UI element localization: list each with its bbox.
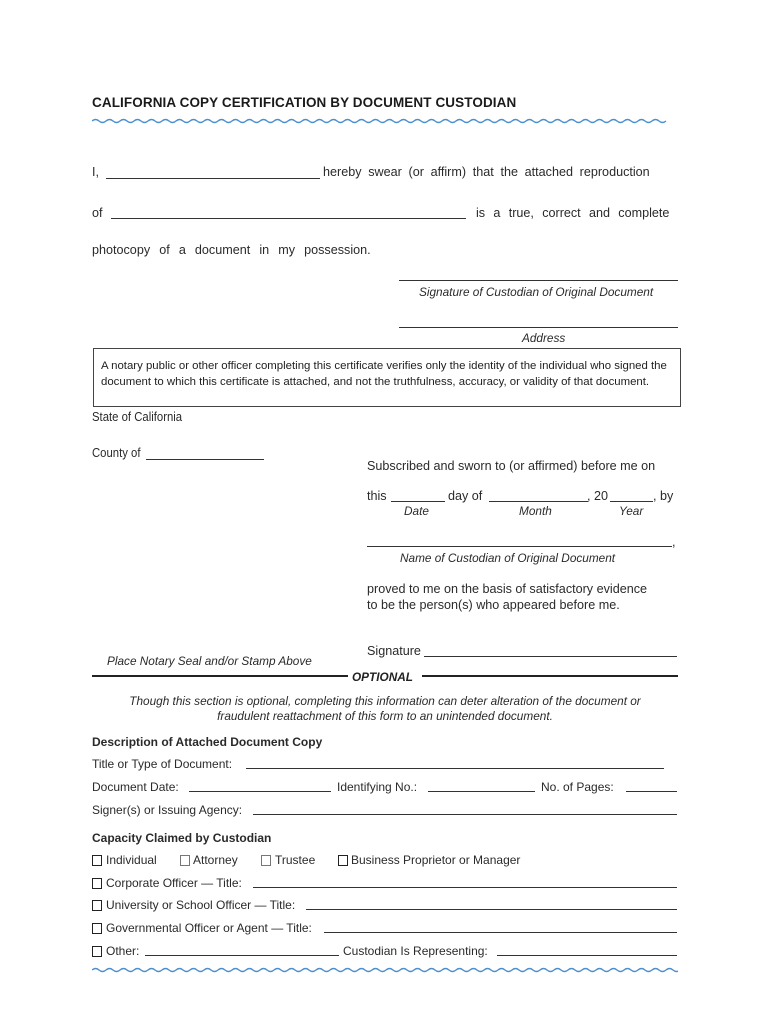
oath-line3-text: photocopy of a document in my possession. <box>92 243 371 257</box>
oath-line2-text: is a true, correct and complete <box>476 206 670 220</box>
business-label: Business Proprietor or Manager <box>351 853 521 867</box>
name-trailing-comma: , <box>672 535 676 549</box>
document-description-field[interactable] <box>111 218 466 219</box>
other-checkbox[interactable] <box>92 946 102 957</box>
title-type-field[interactable] <box>246 768 664 769</box>
attorney-checkbox[interactable] <box>180 855 190 866</box>
date-month-field[interactable] <box>489 501 588 502</box>
identifying-no-label: Identifying No.: <box>337 780 418 794</box>
custodian-name-field[interactable] <box>106 178 320 179</box>
date-label: Date <box>404 504 429 518</box>
custodian-name-label: Name of Custodian of Original Document <box>400 551 616 565</box>
business-checkbox[interactable] <box>338 855 348 866</box>
representing-field[interactable] <box>497 955 677 956</box>
document-date-label: Document Date: <box>92 780 179 794</box>
attorney-label: Attorney <box>193 853 238 867</box>
identifying-no-field[interactable] <box>428 791 535 792</box>
optional-note-line2: fraudulent reattachment of this form to an unintended document. <box>217 709 553 723</box>
proved-line1: proved to me on the basis of satisfactory evidence <box>367 582 648 596</box>
signers-label: Signer(s) or Issuing Agency: <box>92 803 243 817</box>
address-label: Address <box>522 331 566 345</box>
representing-label: Custodian Is Representing: <box>343 944 488 958</box>
individual-checkbox[interactable] <box>92 855 102 866</box>
decorative-wave-border-top <box>92 118 678 124</box>
notary-signature-line[interactable] <box>424 656 677 657</box>
governmental-title-field[interactable] <box>324 932 677 933</box>
jurat-20: , 20 <box>587 489 609 503</box>
optional-label: OPTIONAL <box>352 670 413 684</box>
jurat-day-of: day of <box>448 489 483 503</box>
decorative-wave-border-bottom <box>92 967 678 973</box>
date-year-field[interactable] <box>610 501 653 502</box>
oath-line1-text: hereby swear (or affirm) that the attached reproduction <box>323 165 650 179</box>
other-field[interactable] <box>145 955 339 956</box>
notary-notice-box: A notary public or other officer completing this certificate verifies only the identity of the individual who signed the document to which this certificate is attached, and not the truthfulness, accuracy, or validity of that document. <box>93 348 681 407</box>
signers-field[interactable] <box>253 814 677 815</box>
university-label: University or School Officer — Title: <box>106 898 296 912</box>
other-label: Other: <box>106 944 140 958</box>
form-title: CALIFORNIA COPY CERTIFICATION BY DOCUMENT CUSTODIAN <box>92 95 517 110</box>
optional-divider-right <box>422 675 678 677</box>
county-field[interactable] <box>146 459 264 460</box>
governmental-checkbox[interactable] <box>92 923 102 934</box>
jurat-this: this <box>367 489 387 503</box>
title-type-label: Title or Type of Document: <box>92 757 233 771</box>
jurat-line1: Subscribed and sworn to (or affirmed) before me on <box>367 459 656 473</box>
no-of-pages-field[interactable] <box>626 791 677 792</box>
notary-signature-label: Signature <box>367 644 421 658</box>
month-label: Month <box>519 504 552 518</box>
university-checkbox[interactable] <box>92 900 102 911</box>
notary-seal-label: Place Notary Seal and/or Stamp Above <box>107 654 312 668</box>
optional-divider-left <box>92 675 348 677</box>
proved-line2: to be the person(s) who appeared before me. <box>367 598 620 612</box>
no-of-pages-label: No. of Pages: <box>541 780 614 794</box>
state-label: State of California <box>92 410 183 424</box>
date-day-field[interactable] <box>391 501 445 502</box>
jurat-by: , by <box>653 489 674 503</box>
address-line[interactable] <box>399 327 678 328</box>
optional-note-line1: Though this section is optional, completing this information can deter alteration of the document or <box>129 694 641 708</box>
individual-label: Individual <box>106 853 157 867</box>
university-title-field[interactable] <box>306 909 677 910</box>
trustee-label: Trustee <box>275 853 316 867</box>
custodian-signature-label: Signature of Custodian of Original Document <box>419 285 654 299</box>
custodian-signature-line[interactable] <box>399 280 678 281</box>
corporate-label: Corporate Officer — Title: <box>106 876 242 890</box>
oath-i: I, <box>92 165 99 179</box>
description-heading: Description of Attached Document Copy <box>92 735 323 749</box>
governmental-label: Governmental Officer or Agent — Title: <box>106 921 312 935</box>
trustee-checkbox[interactable] <box>261 855 271 866</box>
corporate-checkbox[interactable] <box>92 878 102 889</box>
year-label: Year <box>619 504 644 518</box>
county-label: County of <box>92 446 141 460</box>
custodian-printed-name-line[interactable] <box>367 546 672 547</box>
document-date-field[interactable] <box>189 791 331 792</box>
corporate-title-field[interactable] <box>253 887 677 888</box>
oath-of: of <box>92 206 103 220</box>
capacity-heading: Capacity Claimed by Custodian <box>92 831 272 845</box>
